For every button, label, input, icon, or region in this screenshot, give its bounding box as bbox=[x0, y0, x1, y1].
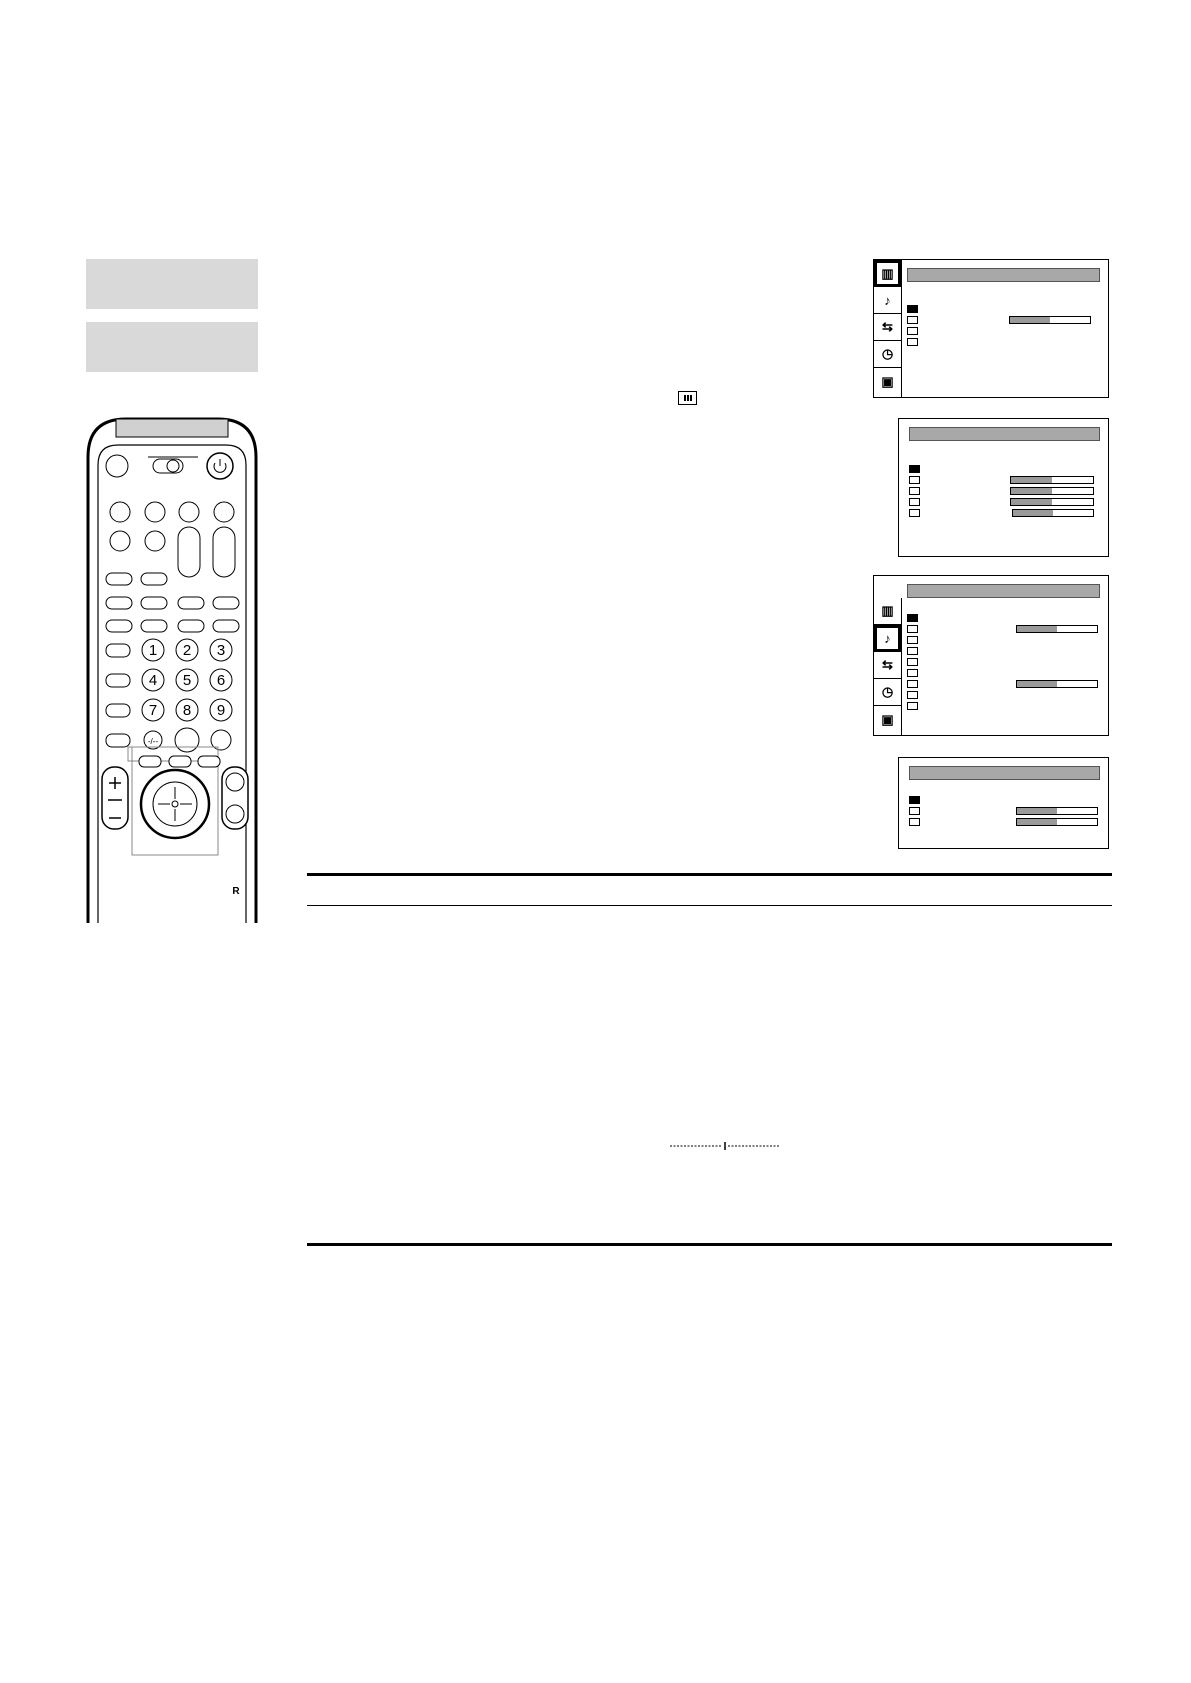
level-bar bbox=[1010, 498, 1094, 506]
picture-menu-icon bbox=[678, 391, 697, 405]
menu-title-bar bbox=[909, 427, 1100, 441]
key-2-label: 2 bbox=[182, 642, 192, 659]
menu-row bbox=[907, 647, 918, 655]
level-bar bbox=[1012, 509, 1094, 517]
balance-scale-icon bbox=[670, 1142, 780, 1150]
osd-menu-picture bbox=[873, 259, 1109, 398]
menu-row bbox=[907, 316, 918, 324]
menu-row bbox=[909, 509, 920, 517]
menu-row bbox=[909, 807, 920, 815]
menu-title-bar bbox=[907, 584, 1100, 598]
remote-control-illustration bbox=[86, 417, 258, 923]
menu-row bbox=[907, 702, 918, 710]
table-bottom-rule bbox=[307, 1243, 1112, 1246]
menu-row bbox=[907, 680, 918, 688]
menu-row bbox=[907, 691, 918, 699]
level-bar bbox=[1016, 807, 1098, 815]
osd-menu-sound-adjust bbox=[898, 757, 1109, 849]
key-5-label: 5 bbox=[182, 672, 192, 689]
key-6-label: 6 bbox=[216, 672, 226, 689]
input-icon: ⇆ bbox=[874, 652, 901, 679]
toolbox-icon: ▣ bbox=[881, 373, 894, 389]
key-3-label: 3 bbox=[216, 642, 226, 659]
menu-row-selected bbox=[907, 305, 918, 313]
menu-title-bar bbox=[907, 268, 1100, 282]
table-top-rule bbox=[307, 873, 1112, 876]
table-header-rule bbox=[307, 905, 1112, 906]
level-bar bbox=[1016, 680, 1098, 688]
menu-row bbox=[907, 658, 918, 666]
key-7-label: 7 bbox=[148, 702, 158, 719]
clock-icon: ◷ bbox=[874, 679, 901, 706]
note-icon: ♪ bbox=[874, 287, 901, 314]
picture-icon: ▥ bbox=[874, 260, 901, 287]
menu-row bbox=[907, 636, 918, 644]
menu-row bbox=[907, 338, 918, 346]
input-icon: ⇆ bbox=[874, 314, 901, 341]
note-icon: ♪ bbox=[874, 625, 901, 652]
menu-title-bar bbox=[909, 766, 1100, 780]
key-4-label: 4 bbox=[148, 672, 158, 689]
section-tab bbox=[86, 322, 258, 372]
menu-row bbox=[909, 487, 920, 495]
toolbox-icon: ▣ bbox=[881, 711, 894, 727]
menu-row-selected bbox=[909, 796, 920, 804]
key-8-label: 8 bbox=[182, 702, 192, 719]
key-1-label: 1 bbox=[148, 642, 158, 659]
brand-mark: R bbox=[232, 886, 240, 897]
tv-button bbox=[106, 455, 128, 477]
picture-icon: ▥ bbox=[874, 598, 901, 625]
level-bar bbox=[1009, 316, 1091, 324]
osd-menu-sound bbox=[873, 575, 1109, 736]
level-bar bbox=[1010, 476, 1094, 484]
dash-key-label: -/-- bbox=[147, 737, 159, 746]
menu-row bbox=[907, 625, 918, 633]
menu-row bbox=[909, 498, 920, 506]
osd-menu-picture-adjust bbox=[898, 418, 1109, 557]
menu-icon-column bbox=[874, 260, 902, 397]
chapter-tab bbox=[86, 259, 258, 309]
menu-row bbox=[907, 669, 918, 677]
level-bar bbox=[1016, 625, 1098, 633]
level-bar bbox=[1016, 818, 1098, 826]
menu-row bbox=[909, 476, 920, 484]
key-9-label: 9 bbox=[216, 702, 226, 719]
menu-row bbox=[907, 327, 918, 335]
menu-row-selected bbox=[907, 614, 918, 622]
clock-icon: ◷ bbox=[874, 341, 901, 368]
menu-icon-column bbox=[874, 598, 902, 735]
menu-row bbox=[909, 818, 920, 826]
level-bar bbox=[1010, 487, 1094, 495]
menu-row-selected bbox=[909, 465, 920, 473]
